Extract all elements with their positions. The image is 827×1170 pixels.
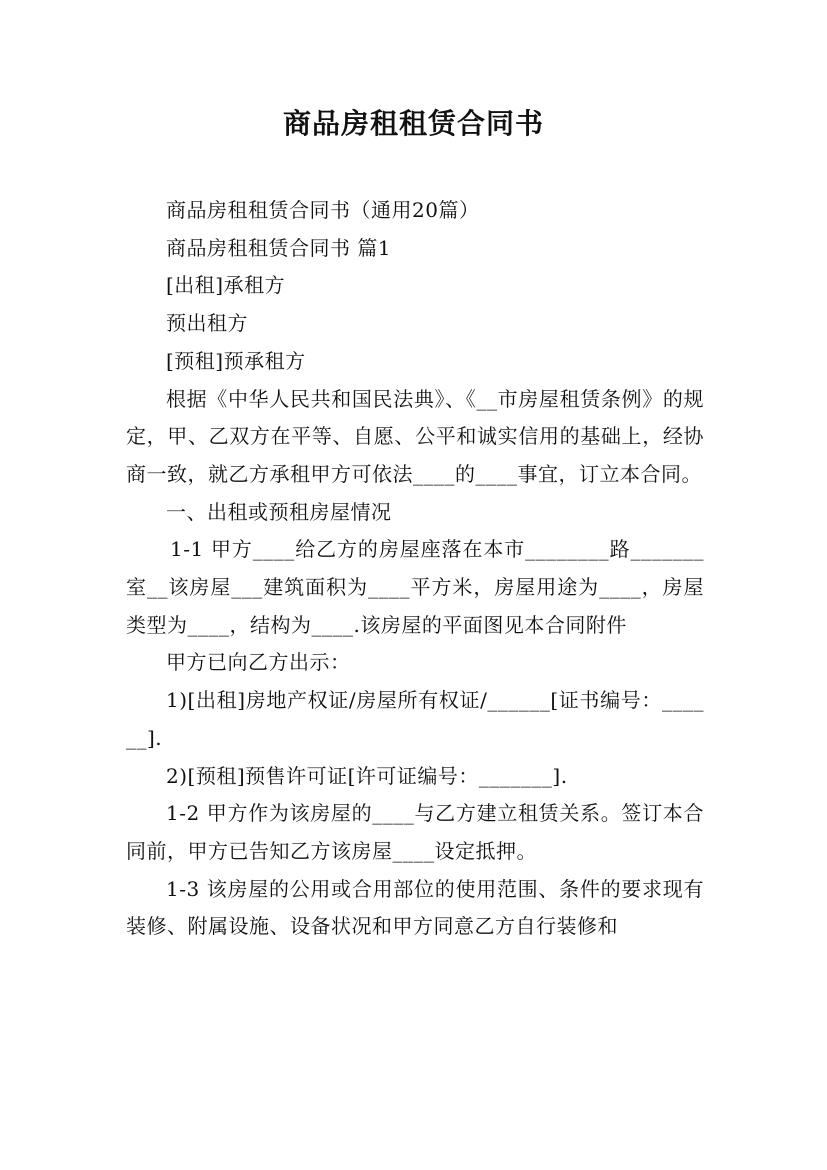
paragraph-shown-documents: 甲方已向乙方出示：	[166, 650, 351, 675]
paragraph-legal-basis: 根据《中华人民共和国民法典》、《__市房屋租赁条例》的规定，甲、乙双方在平等、自愿、公平和诚实信用的基础上，经协商一致，就乙方承租甲方可依法____的____事宜，订立本合同。	[126, 386, 704, 486]
paragraph-pre-lessor-label: 预出租方	[166, 311, 248, 336]
paragraph-clause-1-3: 1-3 该房屋的公用或合用部位的使用范围、条件的要求现有装修、附属设施、设备状况和甲方同意乙方自行装修和	[126, 876, 704, 939]
document-title: 商品房租租赁合同书	[282, 107, 544, 140]
paragraph-pre-lessee-label: [预租]预承租方	[166, 348, 306, 373]
paragraph-article-one-heading: 一、出租或预租房屋情况	[166, 499, 392, 524]
paragraph-collection-title: 商品房租租赁合同书（通用20篇）	[166, 198, 480, 222]
paragraph-lessee-label: [出租]承租方	[166, 273, 286, 298]
paragraph-presale-permit: 2)[预租]预售许可证[许可证编号：_______].	[166, 763, 568, 788]
document-body	[126, 192, 704, 946]
paragraph-section-title: 商品房租租赁合同书 篇1	[166, 235, 392, 260]
paragraph-clause-1-1: 1-1 甲方____给乙方的房屋座落在本市________路_______室__该房屋___建筑面积为____平方米，房屋用途为____，房屋类型为____，结构为____.该房屋的平面图见本合同附件	[126, 537, 704, 637]
paragraph-clause-1-2: 1-2 甲方作为该房屋的____与乙方建立租赁关系。签订本合同前，甲方已告知乙方该房屋____设定抵押。	[126, 801, 704, 863]
paragraph-property-certificate: 1)[出租]房地产权证/房屋所有权证/______[证书编号：______].	[126, 688, 704, 750]
